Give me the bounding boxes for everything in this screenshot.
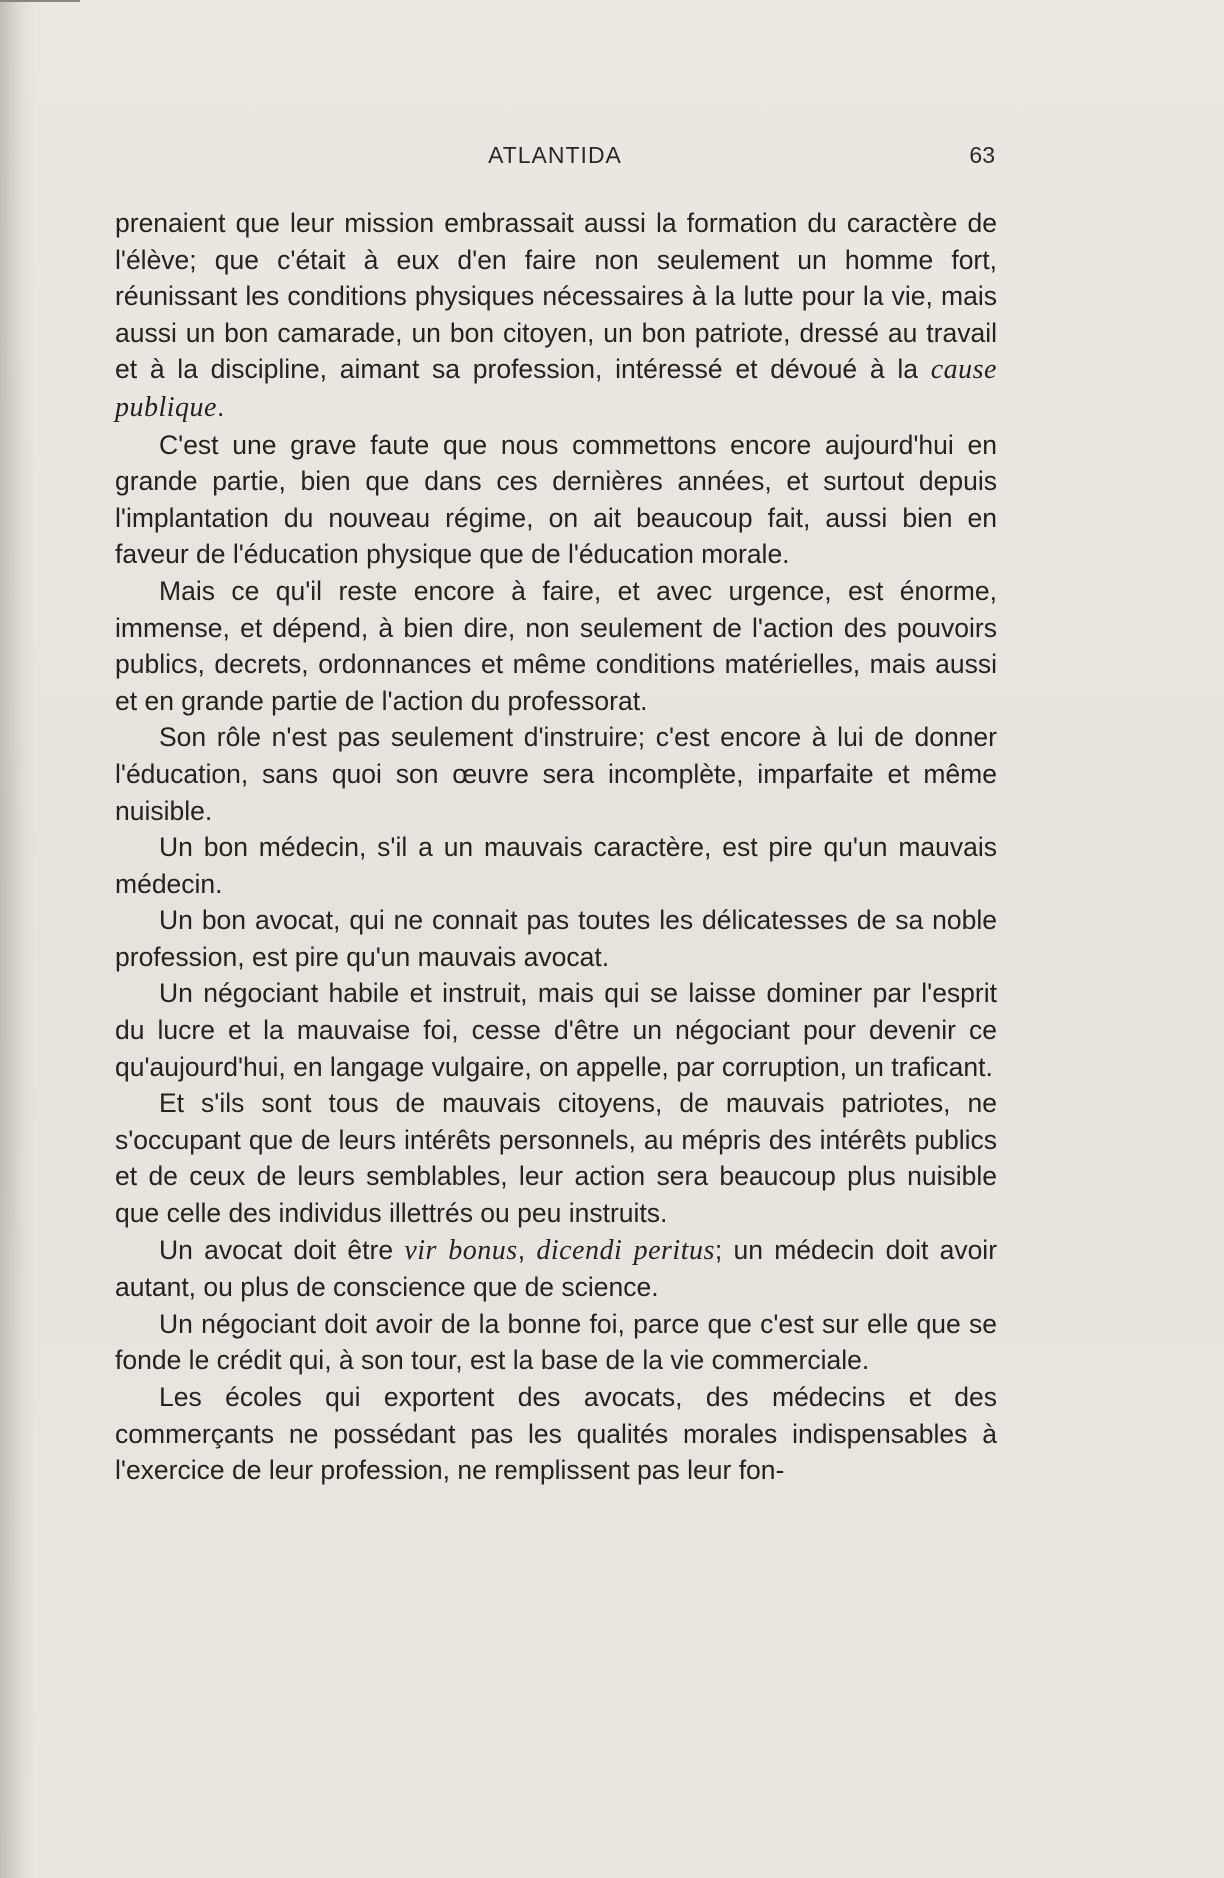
paragraph-p4 bbox=[115, 719, 997, 829]
text-run: Un bon avocat, qui ne connait pas toutes les délicatesses de sa noble profession, est pire qu'un mauvais avocat. bbox=[115, 905, 997, 972]
italic-phrase: dicendi peritus bbox=[536, 1234, 715, 1266]
paragraph-p5 bbox=[115, 829, 997, 902]
text-run: . bbox=[217, 391, 225, 422]
page-header bbox=[115, 140, 995, 174]
text-run: Un avocat doit être bbox=[159, 1234, 405, 1265]
paragraph-p10 bbox=[115, 1306, 997, 1379]
paragraph-p1 bbox=[115, 205, 997, 427]
page-gutter-shadow bbox=[0, 0, 36, 1878]
paragraph-p7 bbox=[115, 975, 997, 1085]
paragraph-p9 bbox=[115, 1232, 997, 1306]
text-run: prenaient que leur mission embrassait aussi la formation du caractère de l'élève; que c'était à eux d'en faire non seulement un homme fort, réunissant les conditions physiques nécessaires à la lutte pour la vie, mais aussi un bon camarade, un bon citoyen, un bon patriote, dressé au travail et à la discipline, aimant sa profession, intéressé et dévoué à la bbox=[115, 208, 997, 385]
paragraph-p2 bbox=[115, 427, 997, 573]
text-run: Et s'ils sont tous de mauvais citoyens, de mauvais patriotes, ne s'occupant que de leurs intérêts personnels, au mépris des intérêts publics et de ceux de leurs semblables, leur action sera beaucoup plus nuisible que celle des individus illettrés ou peu instruits. bbox=[115, 1088, 997, 1229]
text-run: Les écoles qui exportent des avocats, des médecins et des commerçants ne possédant pas les qualités morales indispensables à l'exercice de leur profession, ne remplissent pas leur fon- bbox=[115, 1382, 997, 1486]
body-text bbox=[115, 205, 997, 1489]
paragraph-p6 bbox=[115, 902, 997, 975]
text-run: Un négociant doit avoir de la bonne foi, parce que c'est sur elle que se fonde le crédit qui, à son tour, est la base de la vie commerciale. bbox=[115, 1308, 997, 1376]
paragraph-p11 bbox=[115, 1379, 997, 1489]
italic-phrase: cause publique bbox=[115, 354, 997, 423]
paragraph-p3 bbox=[115, 573, 997, 719]
top-edge-rule bbox=[0, 0, 80, 2]
page-number: 63 bbox=[969, 142, 995, 168]
text-run: Son rôle n'est pas seulement d'instruire; c'est encore à lui de donner l'éducation, sans quoi son œuvre sera incomplète, imparfaite et même nuisible. bbox=[115, 722, 997, 826]
italic-phrase: vir bonus bbox=[404, 1234, 518, 1266]
text-run: Un bon médecin, s'il a un mauvais caractère, est pire qu'un mauvais médecin. bbox=[115, 832, 997, 899]
running-title: ATLANTIDA bbox=[488, 142, 622, 168]
paragraph-p8 bbox=[115, 1085, 997, 1231]
text-run: Mais ce qu'il reste encore à faire, et avec urgence, est énorme, immense, et dépend, à bien dire, non seulement de l'action des pouvoirs publics, decrets, ordonnances et même conditions matérielles, mais aussi et en grande partie de l'action du professorat. bbox=[115, 575, 997, 716]
text-run: C'est une grave faute que nous commettons encore aujourd'hui en grande partie, bien que dans ces dernières années, et surtout depuis l'implantation du nouveau régime, on ait beaucoup fait, aussi bien en faveur de l'éducation physique que de l'éducation morale. bbox=[115, 429, 997, 570]
text-run: ; un médecin doit avoir autant, ou plus de conscience que de science. bbox=[115, 1234, 998, 1303]
text-run: , bbox=[517, 1234, 537, 1265]
text-run: Un négociant habile et instruit, mais qui se laisse dominer par l'esprit du lucre et la mauvaise foi, cesse d'être un négociant pour devenir ce qu'aujourd'hui, en langage vulgaire, on appelle, par corruption, un traficant. bbox=[115, 978, 997, 1082]
